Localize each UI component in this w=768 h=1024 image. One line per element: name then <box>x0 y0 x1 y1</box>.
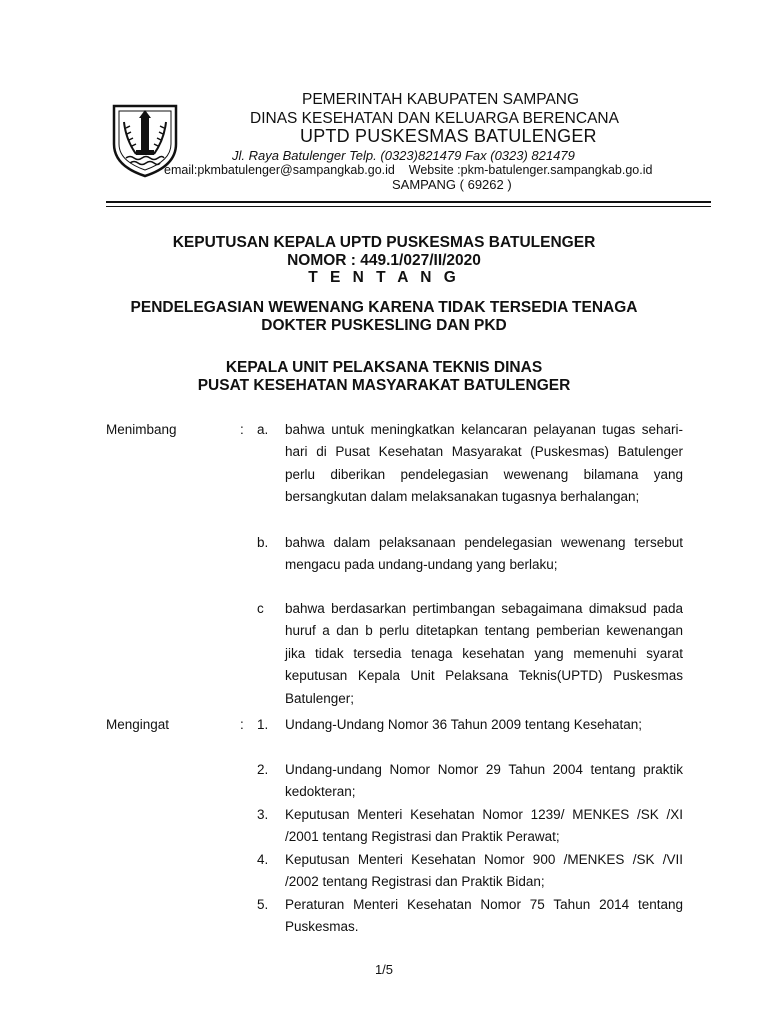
item-mark: 1. <box>257 717 269 732</box>
issuer-line-1: KEPALA UNIT PELAKSANA TEKNIS DINAS <box>225 359 543 376</box>
item-text: Undang-Undang Nomor 36 Tahun 2009 tentang Kesehatan; <box>285 717 643 732</box>
decree-about: T E N T A N G <box>308 269 460 286</box>
item-text: Keputusan Menteri Kesehatan Nomor 1239/ MENKES /SK /XI /2001 tentang Registrasi dan Praktik Perawat; <box>285 807 683 845</box>
item-text: bahwa untuk meningkatkan kelancaran pelayanan tugas sehari-hari di Pusat Kesehatan Masyarakat (Puskesmas) Batulenger perlu diberikan pendelegasian wewenang bilamana yang bersangkutan dalam melaksanakan tugasnya berhalangan; <box>285 422 683 505</box>
menimbang-colon: : <box>240 422 244 437</box>
decree-subject-line-1: PENDELEGASIAN WEWENANG KARENA TIDAK TERSEDIA TENAGA <box>130 299 638 316</box>
decree-number: NOMOR : 449.1/027/II/2020 <box>287 252 481 269</box>
item-text: bahwa dalam pelaksanaan pendelegasian wewenang tersebut mengacu pada undang-undang yang berlaku; <box>285 535 683 573</box>
item-mark: b. <box>257 535 269 550</box>
item-mark: 4. <box>257 852 269 867</box>
item-text: Peraturan Menteri Kesehatan Nomor 75 Tahun 2014 tentang Puskesmas. <box>285 897 683 935</box>
letterhead-contact: email:pkmbatulenger@sampangkab.go.id Website :pkm-batulenger.sampangkab.go.id <box>164 163 653 177</box>
mengingat-colon: : <box>240 717 244 732</box>
decree-title: KEPUTUSAN KEPALA UPTD PUSKESMAS BATULENGER <box>172 234 596 251</box>
mengingat-label: Mengingat <box>106 717 170 732</box>
letterhead-address: Jl. Raya Batulenger Telp. (0323)821479 Fax (0323) 821479 <box>232 148 575 163</box>
item-mark: c <box>257 601 264 616</box>
letterhead-city: SAMPANG ( 69262 ) <box>392 177 512 192</box>
issuer-line-2: PUSAT KESEHATAN MASYARAKAT BATULENGER <box>197 377 571 394</box>
letterhead-rule-thick <box>106 201 711 203</box>
item-text: Keputusan Menteri Kesehatan Nomor 900 /MENKES /SK /VII /2002 tentang Registrasi dan Praktik Bidan; <box>285 852 683 890</box>
menimbang-label: Menimbang <box>106 422 177 437</box>
letterhead-government: PEMERINTAH KABUPATEN SAMPANG <box>302 91 580 108</box>
item-mark: 3. <box>257 807 269 822</box>
item-text: bahwa berdasarkan pertimbangan sebagaimana dimaksud pada huruf a dan b perlu ditetapkan tentang pemberian kewenangan jika tidak tersedia tenaga kesehatan yang memenuhi syarat keputusan Kepala Unit Pelaksana Teknis(UPTD) Puskesmas Batulenger; <box>285 601 683 706</box>
page-number: 1/5 <box>374 962 394 977</box>
letterhead-department: DINAS KESEHATAN DAN KELUARGA BERENCANA <box>250 110 619 127</box>
item-mark: 5. <box>257 897 269 912</box>
item-mark: 2. <box>257 762 269 777</box>
item-mark: a. <box>257 422 269 437</box>
letterhead-office: UPTD PUSKESMAS BATULENGER <box>300 126 597 146</box>
decree-subject-line-2: DOKTER PUSKESLING DAN PKD <box>261 317 507 334</box>
item-text: Undang-undang Nomor Nomor 29 Tahun 2004 tentang praktik kedokteran; <box>285 762 683 800</box>
letterhead-rule-thin <box>106 206 711 207</box>
